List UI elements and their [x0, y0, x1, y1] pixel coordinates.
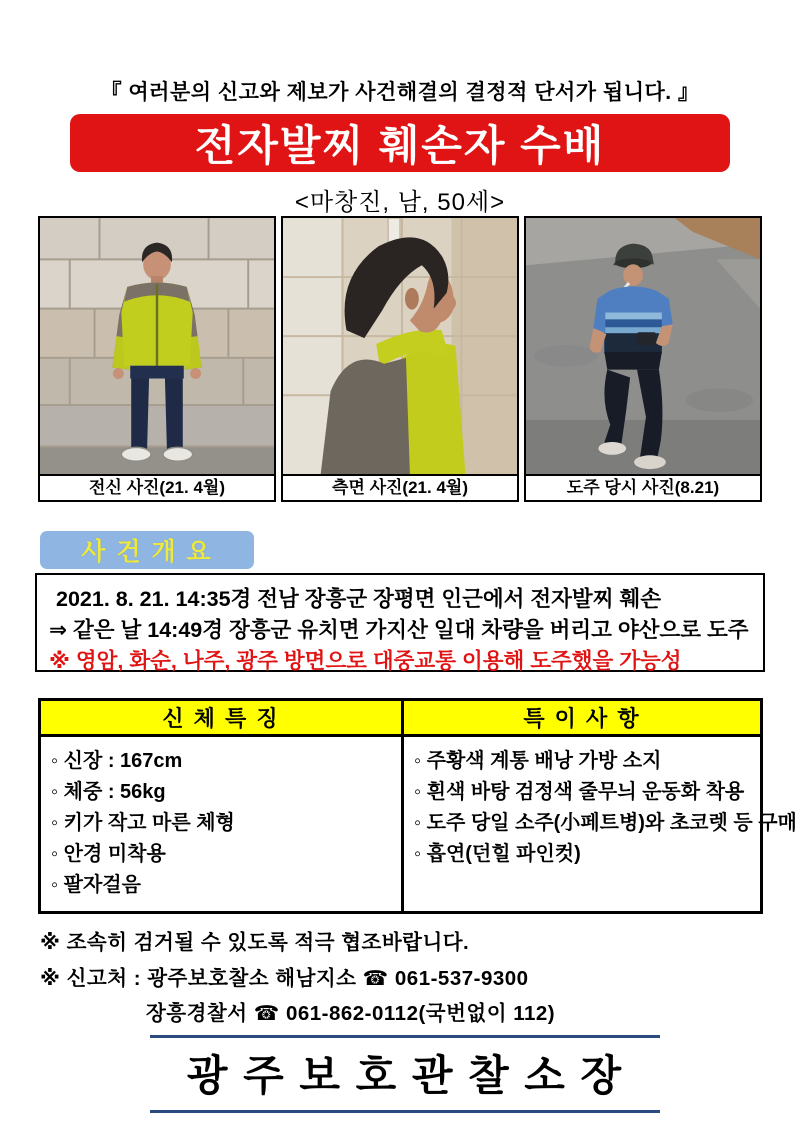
list-item: ◦ 흰색 바탕 검정색 줄무늬 운동화 착용: [414, 781, 745, 803]
photo-card-side-profile: [281, 216, 519, 502]
header-quote: 『 여러분의 신고와 제보가 사건해결의 결정적 단서가 됩니다. 』: [100, 81, 700, 104]
special-notes-header: 특 이 사 항: [403, 700, 762, 736]
list-item: ◦ 도주 당일 소주(小페트병)와 초코렛 등 구매: [414, 812, 797, 834]
cooperation-note: ※ 조속히 검거될 수 있도록 적극 협조바랍니다.: [40, 931, 470, 954]
list-item: ◦ 팔자걸음: [51, 874, 141, 896]
list-item: ◦ 체중 : 56kg: [51, 781, 166, 803]
list-item: ◦ 주황색 계통 배낭 가방 소지: [414, 750, 662, 772]
photo-row: [38, 216, 762, 502]
special-notes-list: [414, 746, 797, 870]
full-body-photo-illustration: [40, 218, 274, 474]
cctv-escape-photo: [526, 218, 760, 474]
body-features-header: 신 체 특 징: [40, 700, 403, 736]
incident-summary-box: [35, 573, 765, 672]
full-body-photo: [40, 218, 274, 474]
photo-caption: 측면 사진(21. 4월): [283, 474, 517, 500]
side-profile-photo: [283, 218, 517, 474]
photo-caption: 전신 사진(21. 4월): [40, 474, 274, 500]
list-item: ◦ 안경 미착용: [51, 843, 166, 865]
photo-card-full-body: [38, 216, 276, 502]
incident-line-1: 2021. 8. 21. 14:35경 전남 장흥군 장평면 인근에서 전자발찌 훼손: [56, 587, 661, 611]
incident-section-title: 사 건 개 요: [81, 538, 213, 566]
details-table: [38, 698, 797, 914]
photo-card-cctv-escape: [524, 216, 762, 502]
list-item: ◦ 신장 : 167cm: [51, 750, 183, 772]
incident-line-2: ⇒ 같은 날 14:49경 장흥군 유치면 가지산 일대 차량을 버리고 야산으로 도주: [49, 618, 749, 642]
list-item: ◦ 흡연(던힐 파인컷): [414, 843, 581, 865]
special-notes-cell: [403, 736, 797, 913]
issuing-authority: 광 주 보 호 관 찰 소 장: [150, 1035, 660, 1113]
details-table-body-row: [40, 736, 762, 913]
body-features-cell: [40, 736, 403, 913]
incident-section-header: [40, 531, 254, 569]
body-features-list: [51, 746, 397, 901]
side-profile-photo-illustration: [283, 218, 517, 474]
photo-caption: 도주 당시 사진(8.21): [526, 474, 760, 500]
cctv-escape-photo-illustration: [526, 218, 760, 474]
incident-line-3-alert: ※ 영암, 화순, 나주, 광주 방면으로 대중교통 이용해 도주했을 가능성: [49, 649, 682, 673]
poster-title: 전자발찌 훼손자 수배: [194, 122, 606, 169]
poster-title-banner: [70, 114, 730, 172]
report-contact-line-1: ※ 신고처 : 광주보호찰소 해남지소 ☎ 061-537-9300: [40, 967, 529, 990]
list-item: ◦ 키가 작고 마른 체형: [51, 812, 235, 834]
details-table-header-row: [40, 700, 762, 736]
subject-info: <마창진, 남, 50세>: [294, 189, 506, 216]
report-contact-line-2: 장흥경찰서 ☎ 061-862-0112(국번없이 112): [146, 1002, 556, 1025]
